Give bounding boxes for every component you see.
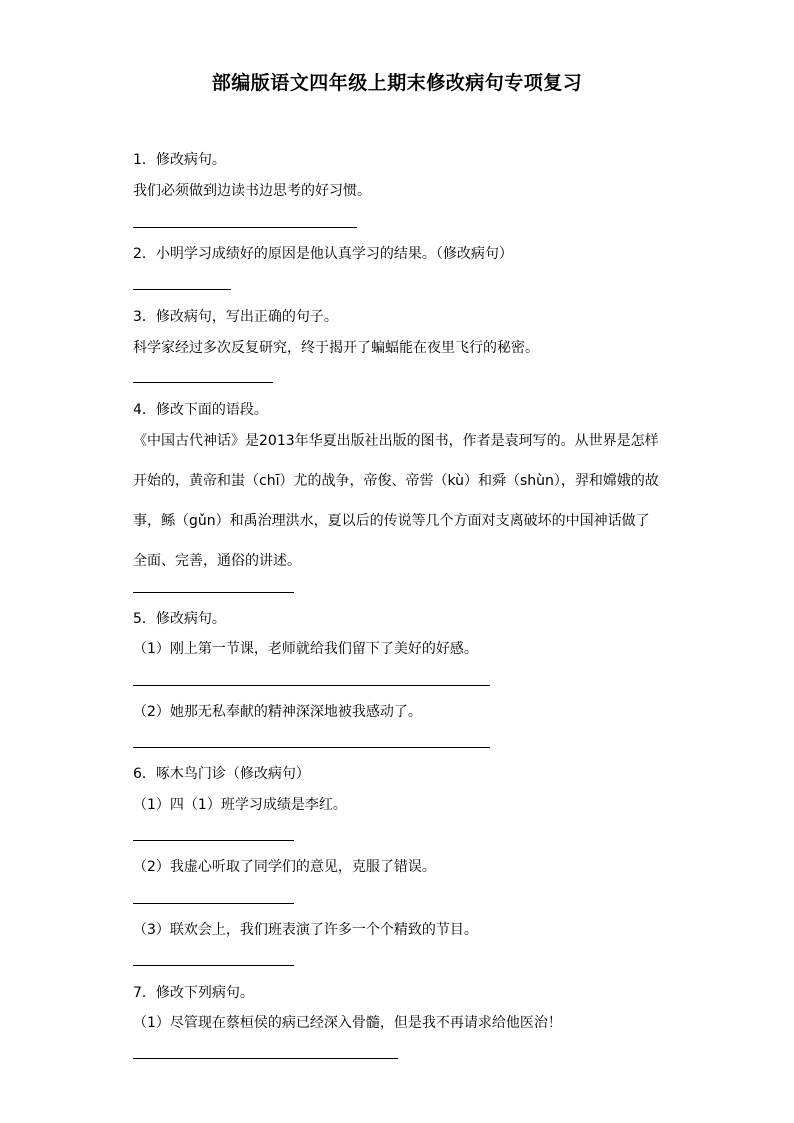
q5-heading: 5．修改病句。	[133, 611, 226, 627]
q7-heading: 7．修改下列病句。	[133, 985, 254, 1001]
q6-item-2: （2）我虚心听取了同学们的意见，克服了错误。	[133, 859, 436, 875]
q5-item-1: （1）刚上第一节课，老师就给我们留下了美好的好感。	[133, 641, 478, 657]
q6-item-1-answer-line[interactable]	[133, 840, 294, 841]
q6-item-1: （1）四（1）班学习成绩是李红。	[133, 797, 347, 813]
q2-heading: 2．小明学习成绩好的原因是他认真学习的结果。（修改病句）	[133, 246, 513, 262]
q2-answer-line[interactable]	[133, 289, 231, 290]
q3-sentence: 科学家经过多次反复研究，终于揭开了蝙蝠能在夜里飞行的秘密。	[133, 340, 539, 356]
q5-item-2-answer-line[interactable]	[133, 747, 490, 748]
q4-answer-line[interactable]	[133, 592, 294, 593]
q1-heading: 1．修改病句。	[133, 152, 226, 168]
document-title: 部编版语文四年级上期末修改病句专项复习	[211, 72, 583, 94]
q6-item-3-answer-line[interactable]	[133, 965, 294, 966]
q5-item-2: （2）她那无私奉献的精神深深地被我感动了。	[133, 704, 422, 720]
q1-answer-line[interactable]	[133, 227, 357, 228]
q3-answer-line[interactable]	[133, 382, 273, 383]
q6-item-3: （3）联欢会上，我们班表演了许多一个个精致的节目。	[133, 922, 478, 938]
q5-item-1-answer-line[interactable]	[133, 685, 490, 686]
q6-item-2-answer-line[interactable]	[133, 903, 294, 904]
q6-heading: 6．啄木鸟门诊（修改病句）	[133, 766, 310, 782]
q4-paragraph: 《中国古代神话》是2013年华夏出版社出版的图书，作者是袁珂写的。从世界是怎样开始的，黄帝和蚩（chī）尤的战争，帝俊、帝喾（kù）和舜（shùn），羿和嫦娥的故事，鲧（gǔn）和禹治理洪水，夏以后的传说等几个方面对支离破坏的中国神话做了全面、完善，通俗的讲述。	[133, 433, 659, 569]
q4-heading: 4．修改下面的语段。	[133, 402, 268, 418]
q1-sentence: 我们必须做到边读书边思考的好习惯。	[133, 183, 371, 199]
q3-heading: 3．修改病句，写出正确的句子。	[133, 309, 338, 325]
q7-item-1: （1）尽管现在蔡桓侯的病已经深入骨髓，但是我不再请求给他医治！	[133, 1015, 562, 1031]
q7-item-1-answer-line[interactable]	[133, 1058, 398, 1059]
